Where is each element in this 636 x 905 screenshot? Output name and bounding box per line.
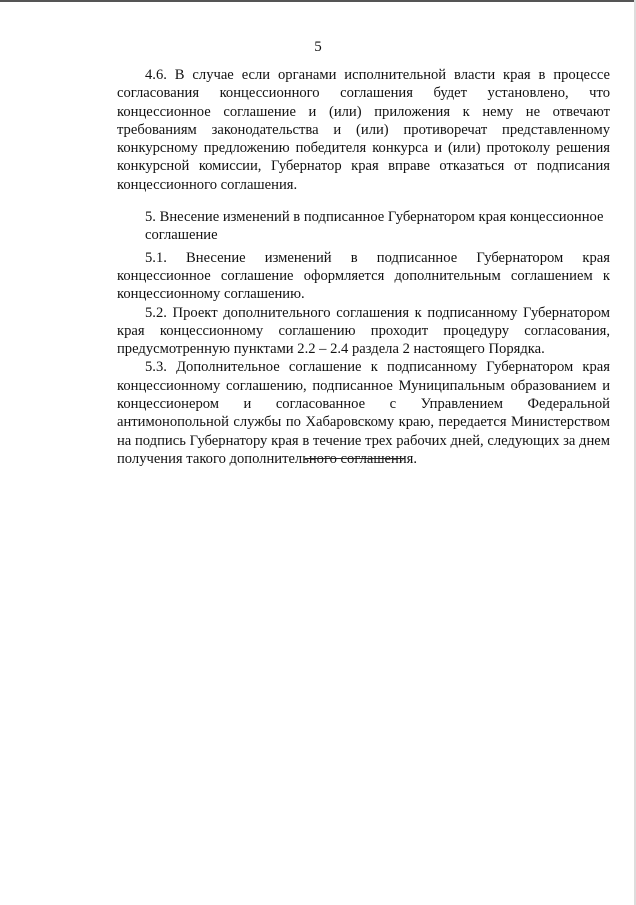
section-5-heading: 5. Внесение изменений в подписанное Губернатором края концессионное соглашение — [145, 209, 604, 244]
document-body — [117, 66, 610, 468]
paragraph-5-2: 5.2. Проект дополнительного соглашения к подписанному Губернатором края концессионному соглашению проходит процедуру согласования, предусмотренную пунктами 2.2 – 2.4 раздела 2 настоящего Порядка. — [117, 304, 610, 358]
paragraph-4-6: 4.6. В случае если органами исполнительной власти края в процессе согласования концессионного соглашения будет установлено, что концессионное соглашение и (или) приложения к нему не отвечают требованиям законодательства и (или) противоречат представленному конкурсному предложению победителя конкурса и (или) протоколу решения конкурсной комиссии, Губернатор края вправе отказаться от подписания концессионного соглашения. — [117, 67, 610, 193]
page-top-edge — [0, 0, 636, 2]
paragraph-5-3: 5.3. Дополнительное соглашение к подписанному Губернатором края концессионному соглашению, подписанное Муниципальным образованием и концессионером и согласованное с Управлением Федеральной антимонопольной службы по Хабаровскому краю, передается Министерством на подпись Губернатору края в течение трех рабочих дней, следующих за днем получения такого дополнительного соглашения. — [117, 359, 610, 467]
paragraph-5-1: 5.1. Внесение изменений в подписанное Губернатором края концессионное соглашение оформляется дополнительным соглашением к концессионному соглашению. — [117, 249, 610, 303]
page-number: 5 — [314, 39, 322, 55]
end-divider-line — [305, 458, 405, 459]
